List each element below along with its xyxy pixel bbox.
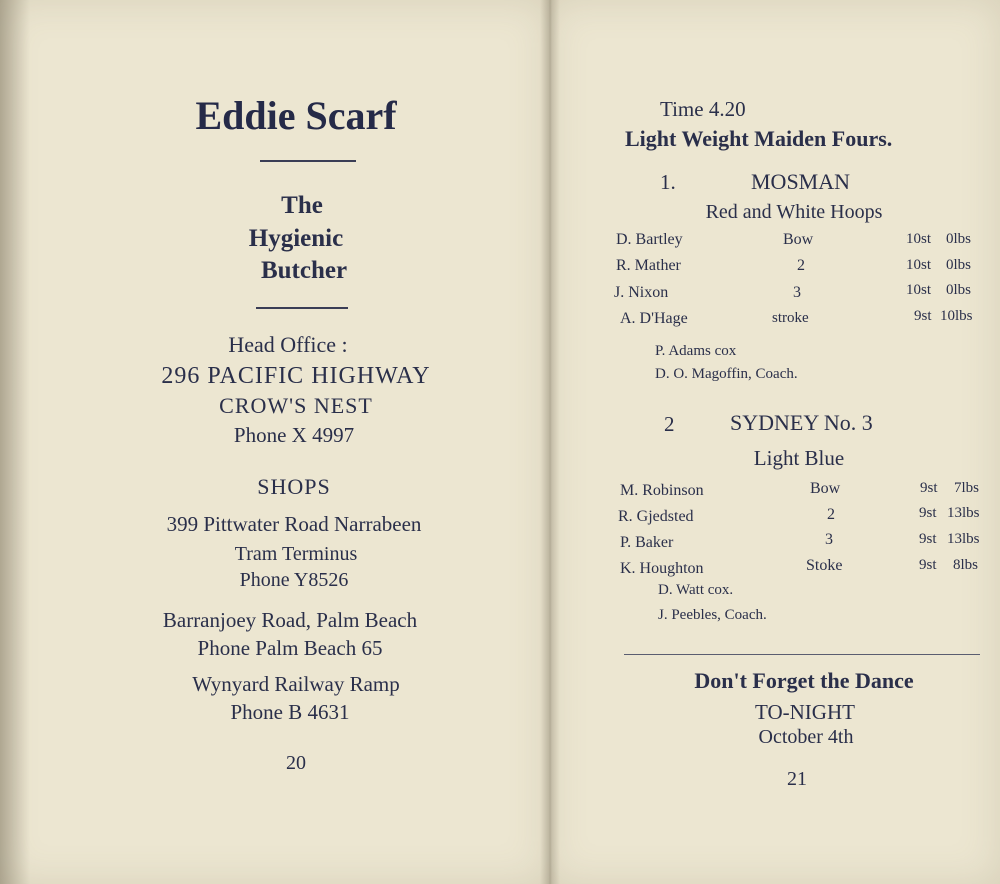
rower-name: R. Gjedsted: [618, 508, 694, 525]
divider: [624, 654, 980, 655]
rower-pounds: 13lbs: [947, 531, 980, 547]
tagline-line2: Hygienic: [248, 225, 344, 252]
crew-1-coach: D. O. Magoffin, Coach.: [655, 366, 798, 382]
crew-1-club: MOSMAN: [751, 169, 851, 194]
rower-stone: 10st: [906, 257, 932, 273]
race-time: Time 4.20: [660, 97, 746, 121]
crew-1-cox: P. Adams cox: [655, 343, 737, 359]
rower-pounds: 13lbs: [947, 505, 980, 521]
rower-name: P. Baker: [620, 534, 674, 551]
rower-seat: 3: [793, 284, 801, 301]
crew-2-number: 2: [664, 412, 675, 436]
race-title: Light Weight Maiden Fours.: [625, 126, 893, 151]
shop-1-address: 399 Pittwater Road Narrabeen: [166, 512, 422, 536]
tagline-line3: Butcher: [260, 257, 348, 284]
rower-name: M. Robinson: [620, 482, 704, 499]
rower-name: R. Mather: [616, 257, 681, 274]
crew-1-number: 1.: [660, 170, 676, 194]
crew-2-club: SYDNEY No. 3: [730, 410, 873, 435]
rower-pounds: 10lbs: [940, 308, 973, 324]
rower-seat: 2: [797, 257, 805, 274]
rower-seat: 3: [825, 531, 833, 548]
rower-name: K. Houghton: [620, 560, 704, 577]
divider: [256, 307, 348, 309]
rower-seat: stroke: [772, 310, 809, 326]
page-number: 21: [787, 768, 807, 790]
shop-3-address: Wynyard Railway Ramp: [192, 672, 400, 696]
rower-name: D. Bartley: [616, 231, 683, 248]
crew-2-cox: D. Watt cox.: [658, 582, 734, 598]
book-gutter: [540, 0, 560, 884]
rower-name: J. Nixon: [614, 284, 669, 301]
rower-stone: 10st: [906, 282, 932, 298]
right-page: [548, 0, 1000, 884]
head-office-address-line1: 296 PACIFIC HIGHWAY: [161, 363, 431, 389]
rower-pounds: 8lbs: [953, 557, 979, 573]
dance-notice-headline: Don't Forget the Dance: [694, 668, 914, 693]
rower-seat: 2: [827, 506, 835, 523]
shop-1-phone: Phone Y8526: [239, 569, 349, 591]
rower-seat: Bow: [810, 480, 841, 497]
crew-2-colours: Light Blue: [753, 446, 845, 470]
rower-stone: 9st: [919, 505, 937, 521]
rower-seat: Stoke: [806, 557, 843, 574]
page-edge-shadow: [0, 0, 30, 884]
page-number: 20: [286, 752, 306, 774]
rower-stone: 9st: [919, 557, 937, 573]
rower-name: A. D'Hage: [620, 310, 688, 327]
crew-1-colours: Red and White Hoops: [705, 201, 883, 223]
divider: [260, 160, 356, 162]
rower-stone: 9st: [919, 531, 937, 547]
shop-2-phone: Phone Palm Beach 65: [197, 636, 383, 660]
crew-2-coach: J. Peebles, Coach.: [658, 607, 767, 623]
dance-notice-tonight: TO-NIGHT: [755, 700, 855, 724]
rower-pounds: 0lbs: [946, 282, 972, 298]
rower-pounds: 7lbs: [954, 480, 980, 496]
shops-heading: SHOPS: [257, 474, 331, 499]
rower-pounds: 0lbs: [946, 257, 972, 273]
dance-notice-date: October 4th: [758, 726, 854, 748]
head-office-label: Head Office :: [228, 332, 348, 357]
rower-seat: Bow: [783, 231, 814, 248]
rower-stone: 9st: [914, 308, 932, 324]
tagline-line1: The: [281, 192, 323, 219]
shop-1-location: Tram Terminus: [234, 543, 358, 565]
head-office-address-line2: CROW'S NEST: [219, 393, 373, 418]
advertiser-name: Eddie Scarf: [195, 93, 397, 138]
rower-pounds: 0lbs: [946, 231, 972, 247]
shop-2-address: Barranjoey Road, Palm Beach: [162, 608, 418, 632]
rower-stone: 9st: [920, 480, 938, 496]
rower-stone: 10st: [906, 231, 932, 247]
shop-3-phone: Phone B 4631: [230, 700, 350, 724]
head-office-phone: Phone X 4997: [233, 423, 355, 447]
